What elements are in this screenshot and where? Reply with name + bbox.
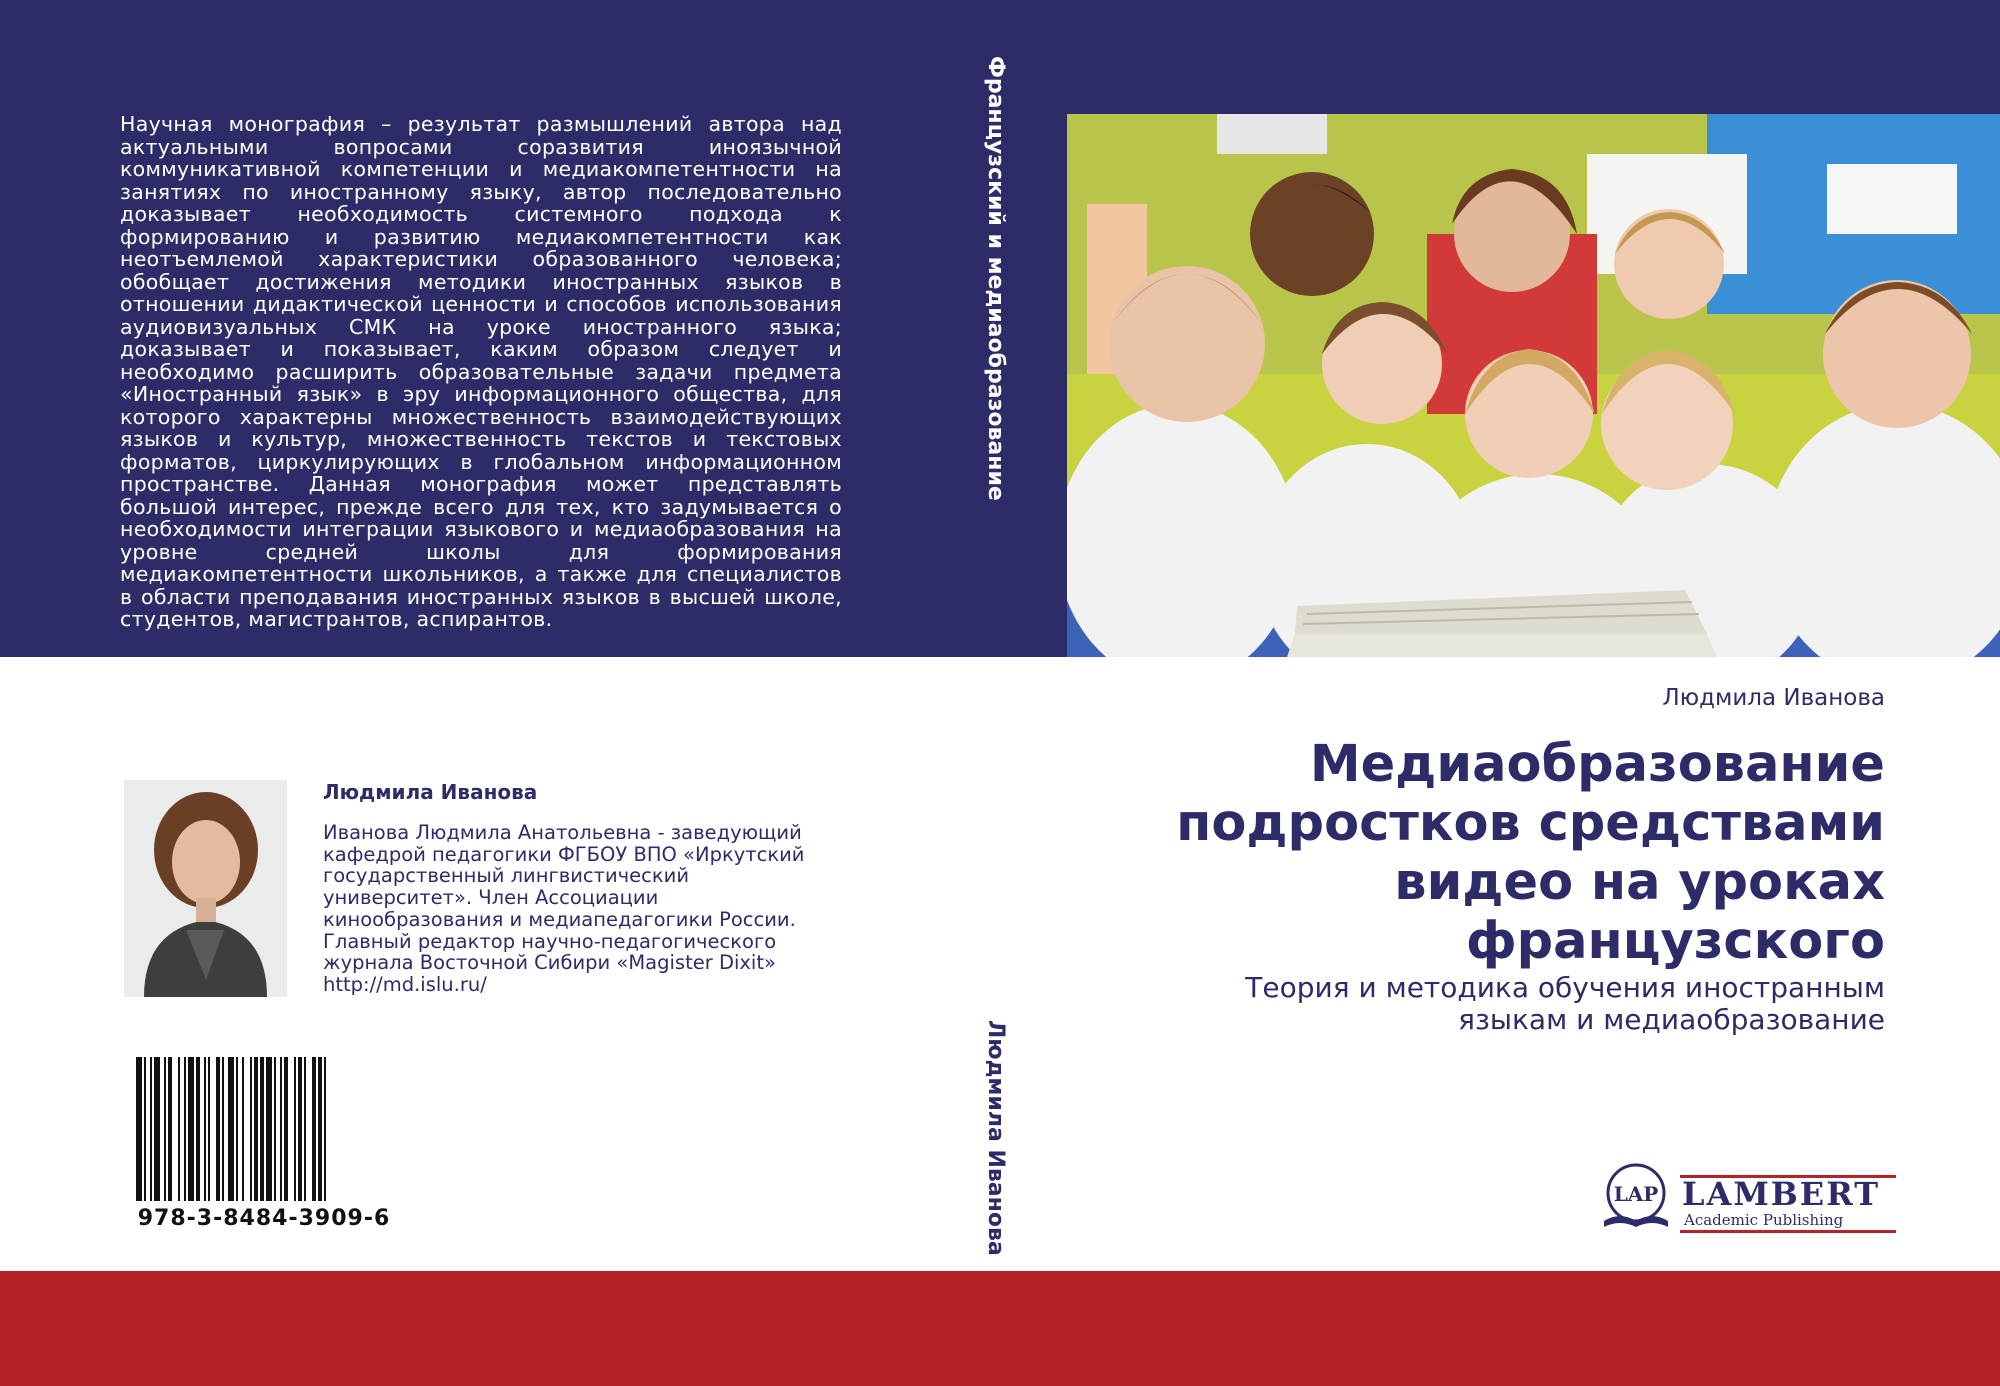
publisher-logo-mark: LAP xyxy=(1613,1182,1659,1206)
publisher-logo xyxy=(1600,1163,1900,1237)
spine-author: Людмила Иванова xyxy=(983,1020,1008,1256)
cover-photo-children-at-computer xyxy=(1067,114,2000,657)
bio-author-name: Людмила Иванова xyxy=(323,780,538,804)
back-cover-description: Научная монография – результат размышлений автора над актуальными вопросами соразвития иноязычной коммуникативной компетенции и медиакомпетентности на занятиях по иностранному языку, автор последовательно доказывает необходимость системного подхода к формированию и развитию медиакомпетентности как неотъемлемой характеристики образованного человека; обобщает достижения методики иностранных языков в отношении дидактической ценности и способов использования аудиовизуальных СМК на уроке иностранного языка; доказывает и показывает, каким образом следует и необходимо расширить образовательные задачи предмета «Иностранный язык» в эру информационного общества, для которого характерны множественность взаимодействующих языков и культур, множественность текстов и текстовых форматов, циркулирующих в глобальном информационном пространстве. Данная монография может представлять большой интерес, прежде всего для тех, кто задумывается о необходимости интеграции языкового и медиаобразования на уровне средней школы для формирования медиакомпетентности школьников, а также для специалистов в области преподавания иностранных языков в высшей школе, студентов, магистрантов, аспирантов. xyxy=(120,112,842,631)
front-author: Людмила Иванова xyxy=(1662,685,1885,711)
author-photo xyxy=(124,780,287,997)
front-subtitle: Теория и методика обучения иностранным языкам и медиаобразование xyxy=(1245,971,1885,1036)
bio-text: Иванова Людмила Анатольевна - заведующий кафедрой педагогики ФГБОУ ВПО «Иркутский государственный лингвистический университет». Член Ассоциации кинообразования и медиапедагогики России. Главный редактор научно-педагогического журнала Восточной Сибири «Magister Dixit» http://md.islu.ru/ xyxy=(323,821,805,996)
bottom-red-band xyxy=(0,1271,2000,1386)
isbn-number: 978-3-8484-3909-6 xyxy=(137,1206,391,1231)
publisher-tagline: Academic Publishing xyxy=(1684,1211,1844,1229)
front-title: Медиаобразование подростков средствами видео на уроках французского xyxy=(1176,735,1885,971)
publisher-name: LAMBERT xyxy=(1682,1175,1881,1213)
spine-title: Французский и медиаобразование xyxy=(983,56,1008,501)
isbn-barcode xyxy=(132,1057,396,1201)
